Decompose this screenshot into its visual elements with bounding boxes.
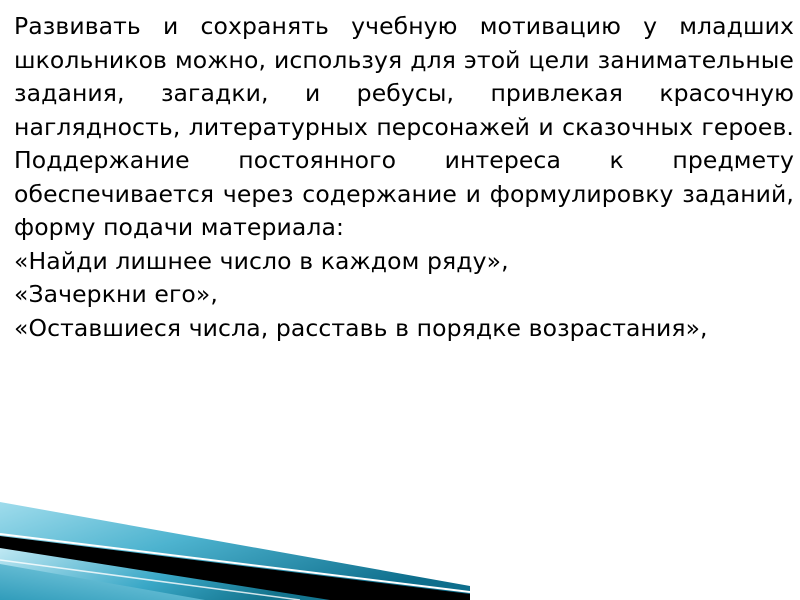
bottom-left-ribbon-decoration [0,490,470,600]
slide-body-text [14,10,794,345]
paragraph-task-1: «Найди лишнее число в каждом ряду», [14,246,509,275]
ribbon-icon [0,490,470,600]
paragraph-task-3: «Оставшиеся числа, расставь в порядке возрастания», [14,313,708,342]
paragraph-intro: Развивать и сохранять учебную мотивацию у младших школьников можно, используя для этой цели занимательные задания, загадки, и ребусы, привлекая красочную наглядность, литературных персонажей и сказочных героев. Поддержание постоянного интереса к предмету обеспечивается через содержание и формулировку заданий, форму подачи материала: [14,12,794,241]
paragraph-task-2: «Зачеркни его», [14,280,218,308]
